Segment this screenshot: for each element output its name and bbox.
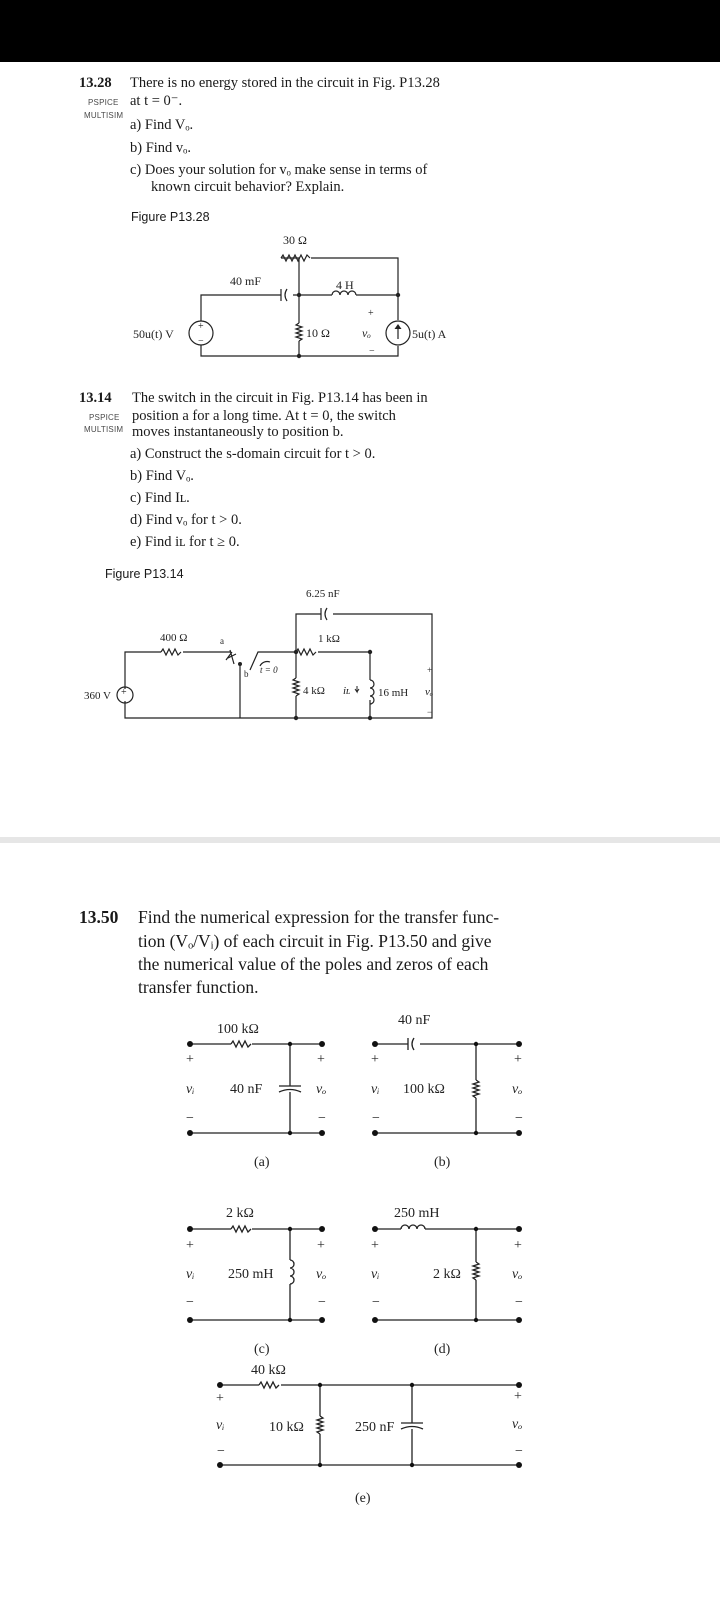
part-b-2: b) Find Vₒ. [130,468,194,484]
circuit-c-l: 250 mH [228,1267,274,1282]
problem-13-28-statement: There is no energy stored in the circuit in Fig. P13.28 [130,75,440,91]
circuit-b-caption: (b) [434,1155,451,1170]
problem-number-13-14: 13.14 [79,390,112,406]
circuit-e-vo: vₒ [512,1417,523,1432]
multisim-tag: MULTISIM [84,111,124,120]
circuit-c-vo-plus: + [317,1238,325,1253]
circuit-b-vi-plus: + [371,1052,379,1067]
figure-label-p13-28: Figure P13.28 [131,210,210,224]
c625-label: 6.25 nF [306,588,340,600]
problem-13-50-line-1: Find the numerical expression for the transfer func- [138,907,500,927]
l16-label: 16 mH [378,687,409,699]
circuit-d-vo: vₒ [512,1267,523,1282]
part-a-2: a) Construct the s-domain circuit for t > 0. [130,446,376,462]
v360-plus: + [121,687,127,698]
circuit-d-vo-minus: − [515,1295,523,1310]
circuit-a-c: 40 nF [230,1082,263,1097]
circuits-p13-50 [0,1000,720,1560]
vo-minus-2: − [427,707,433,717]
circuit-e-caption: (e) [355,1491,371,1506]
isrc-label: 5u(t) A [412,327,447,341]
circuit-c-r: 2 kΩ [226,1206,254,1221]
vsrc-label: 50u(t) V [133,327,174,341]
problem-13-50-line-2: tion (Vₒ/Vᵢ) of each circuit in Fig. P13.50 and give [138,931,492,951]
circuit-b-c: 40 nF [398,1013,431,1028]
c40-label: 40 mF [230,274,262,288]
problem-13-14-line-1: The switch in the circuit in Fig. P13.14 has been in [132,390,428,406]
circuit-e-vi-minus: − [217,1444,225,1459]
circuit-c-vo: vₒ [316,1267,327,1282]
circuit-a-r: 100 kΩ [217,1022,259,1037]
r30-label: 30 Ω [283,233,307,247]
problem-13-50-line-4: transfer function. [138,977,259,997]
problem-13-14-line-3: moves instantaneously to position b. [132,424,344,440]
v360-label: 360 V [84,690,111,702]
pspice-tag-2: PSPICE [89,413,120,422]
part-c-continued: known circuit behavior? Explain. [151,179,345,195]
t0-label: t = 0 [260,665,278,675]
circuit-a-vi-minus: − [186,1111,194,1126]
vsrc-plus: + [198,321,204,332]
switch-b-label: b [244,669,249,679]
vo-minus: − [369,346,375,357]
part-c: c) Does your solution for vₒ make sense in terms of [130,162,428,178]
problem-number-13-50: 13.50 [79,907,119,927]
pspice-tag: PSPICE [88,98,119,107]
circuit-d-vi-plus: + [371,1238,379,1253]
circuit-b-vo-plus: + [514,1052,522,1067]
circuit-e-vo-plus: + [514,1389,522,1404]
circuit-b-vi: vᵢ [371,1082,380,1097]
iL-label: iʟ [343,685,351,697]
part-b: b) Find vₒ. [130,140,191,156]
circuit-c-caption: (c) [254,1342,270,1357]
problem-13-28-statement-2: at t = 0⁻. [130,93,183,109]
vo-plus: + [368,308,374,319]
circuit-d-caption: (d) [434,1342,451,1357]
circuit-e-r1: 40 kΩ [251,1363,286,1378]
part-e-2: e) Find iʟ for t ≥ 0. [130,534,240,550]
l4-label: 4 H [336,278,354,292]
r400-label: 400 Ω [160,632,188,644]
part-d-2: d) Find vₒ for t > 0. [130,512,242,528]
figure-label-p13-14: Figure P13.14 [105,567,184,581]
r1k-label: 1 kΩ [318,633,340,645]
vo-label: vₒ [362,326,371,340]
circuit-c-vi-plus: + [186,1238,194,1253]
problem-number-13-28: 13.28 [79,75,112,91]
circuit-e-r2: 10 kΩ [269,1420,304,1435]
top-black-bar [0,0,720,62]
circuit-c-vo-minus: − [318,1295,326,1310]
problem-13-50-line-3: the numerical value of the poles and zeros of each [138,954,489,974]
circuit-a-vo-plus: + [317,1052,325,1067]
circuit-e-vo-minus: − [515,1444,523,1459]
circuit-d-vi: vᵢ [371,1267,380,1282]
circuit-p13-14 [0,580,720,740]
circuit-p13-28 [0,220,720,370]
circuit-a-vo-minus: − [318,1111,326,1126]
vsrc-minus: − [198,336,204,347]
part-a: a) Find Vₒ. [130,117,194,133]
circuit-b-vo: vₒ [512,1082,523,1097]
circuit-d-vo-plus: + [514,1238,522,1253]
problem-13-14-line-2: position a for a long time. At t = 0, the switch [132,408,396,424]
circuit-c-vi-minus: − [186,1295,194,1310]
circuit-a-vi-plus: + [186,1052,194,1067]
circuit-d-vi-minus: − [372,1295,380,1310]
circuit-e-c: 250 nF [355,1420,395,1435]
circuit-a-vo: vₒ [316,1082,327,1097]
circuit-d-r: 2 kΩ [433,1267,461,1282]
circuit-a-caption: (a) [254,1155,270,1170]
circuit-b-vi-minus: − [372,1111,380,1126]
circuit-d-l: 250 mH [394,1206,440,1221]
section-divider [0,837,720,843]
part-c-2: c) Find Iʟ. [130,490,190,506]
circuit-e-vi-plus: + [216,1391,224,1406]
circuit-e-vi: vᵢ [216,1418,225,1433]
multisim-tag-2: MULTISIM [84,425,124,434]
r10-label: 10 Ω [306,326,330,340]
switch-a-label: a [220,636,224,646]
circuit-a-vi: vᵢ [186,1082,195,1097]
circuit-b-r: 100 kΩ [403,1082,445,1097]
r4k-label: 4 kΩ [303,685,325,697]
vo-plus-2: + [427,665,433,675]
circuit-b-vo-minus: − [515,1111,523,1126]
vo-label-2: vₒ [425,686,434,698]
circuit-c-vi: vᵢ [186,1267,195,1282]
